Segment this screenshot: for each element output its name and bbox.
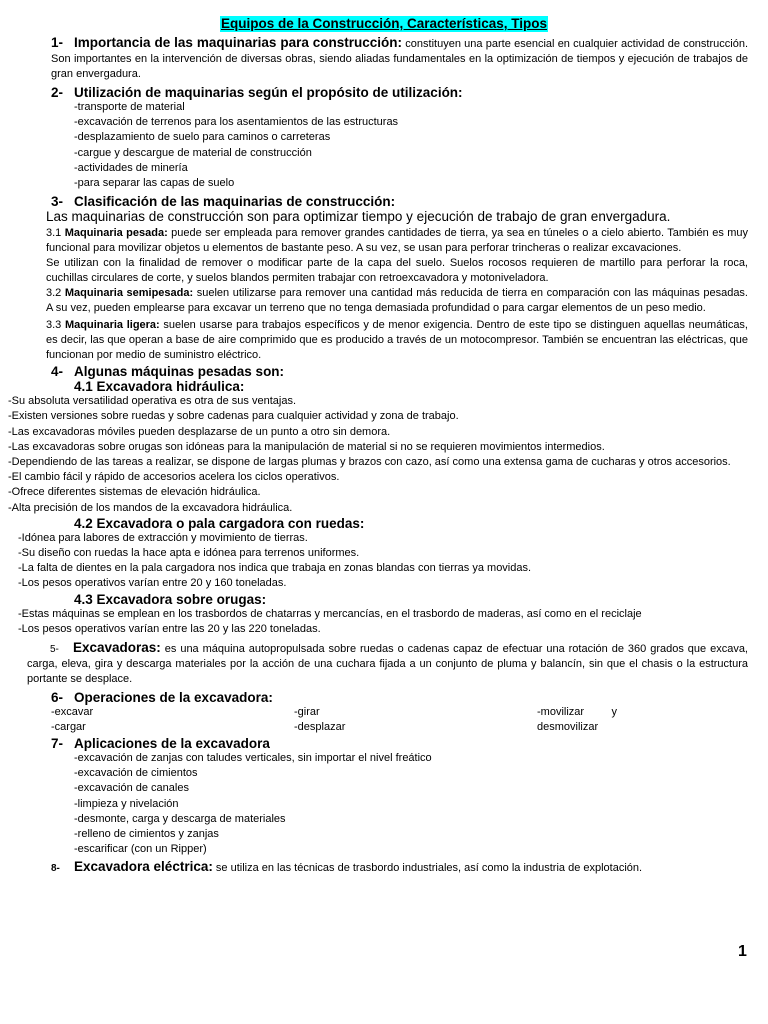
list-item: -desmonte, carga y descarga de materiales bbox=[74, 812, 286, 825]
operation-item: -movilizar y bbox=[537, 706, 618, 719]
section-6 bbox=[51, 690, 748, 735]
section-5 bbox=[27, 640, 748, 687]
list-item: -desplazamiento de suelo para caminos o carreteras bbox=[74, 131, 331, 144]
list-item: -Estas máquinas se emplean en los trasbordos de chatarras y mercancías, en el trasbordo de maderas, así como en el reciclaje bbox=[18, 607, 642, 620]
subsection-heading-4-3: 4.3 Excavadora sobre orugas: bbox=[74, 591, 267, 607]
section-intro: Las maquinarias de construcción son para optimizar tiempo y ejecución de trabajo de gran envergadura. bbox=[46, 209, 671, 225]
operation-item: -desplazar bbox=[294, 721, 346, 734]
paragraph-3-1b: Se utilizan con la finalidad de remover o modificar parte de la capa del suelo. Suelos rocosos requieren de martillo para perforar la roca, cuchillas circulares de corte, y suelos blandos permiten trabajar con retroexcavadora y motoniveladora. bbox=[46, 257, 748, 285]
section-1 bbox=[51, 35, 748, 82]
list-item: -Dependiendo de las tareas a realizar, se dispone de largas plumas y brazos con cazo, así como una extensa gama de cucharas y otros accesorios. bbox=[8, 456, 731, 469]
list-item: -Idónea para labores de extracción y movimiento de tierras. bbox=[18, 531, 308, 544]
list-item: -excavación de canales bbox=[74, 782, 189, 795]
list-item: -Su diseño con ruedas la hace apta e idónea para terrenos uniformes. bbox=[18, 547, 360, 560]
section-heading: Algunas máquinas pesadas son: bbox=[74, 364, 285, 380]
pala-cargadora-list bbox=[18, 531, 748, 592]
list-item: -Las excavadoras móviles pueden desplazarse de un punto a otro sin demora. bbox=[8, 425, 391, 438]
paragraph-3-2: 3.2 Maquinaria semipesada: suelen utilizarse para remover una cantidad más reducida de tierra en comparación con las máquinas pesadas. A su vez, pueden emplearse para excavar un terreno que no tenga demasiada profundidad o para cargar elementos de un peso medio. bbox=[46, 287, 748, 315]
list-item: -actividades de minería bbox=[74, 161, 188, 174]
section-number: 6- bbox=[51, 690, 64, 706]
operation-item: -girar bbox=[294, 706, 320, 719]
section-heading: Clasificación de las maquinarias de construcción: bbox=[74, 194, 396, 210]
section-heading: Importancia de las maquinarias para construcción: bbox=[74, 35, 403, 50]
paragraph-3-1: 3.1 Maquinaria pesada: puede ser empleada para remover grandes cantidades de tierra, ya sea en túneles o a cielo abierto. También es muy funcional para movilizar objetos u elementos de bastante peso. A su vez, se usan para perforar trincheras o realizar excavaciones. bbox=[46, 227, 748, 255]
section-number: 2- bbox=[51, 85, 64, 100]
section-heading: Operaciones de la excavadora: bbox=[74, 690, 273, 706]
list-item: -Las excavadoras sobre orugas son idóneas para la manipulación de material si no se requieren movimientos intermedios. bbox=[8, 440, 605, 453]
excavadora-hidraulica-list bbox=[8, 394, 748, 516]
list-item: -cargue y descargue de material de construcción bbox=[74, 146, 312, 159]
operation-item: -excavar bbox=[51, 706, 94, 719]
section-text: constituyen una parte esencial en cualquier actividad de construcción. Son importantes en la intervención de diversas obras, siendo aliadas fundamentales en la optimización de tiempos y ejecución de trabajos de gran envergadura. bbox=[51, 38, 748, 80]
section-number: 1- bbox=[51, 35, 64, 50]
section-text: se utiliza en las técnicas de trasbordo industriales, así como la industria de explotación. bbox=[212, 862, 643, 875]
section-heading: Excavadora eléctrica: bbox=[74, 859, 213, 875]
list-item: -Existen versiones sobre ruedas y sobre cadenas para cualquier actividad y zona de trabajo. bbox=[8, 410, 459, 423]
section-text: es una máquina autopropulsada sobre ruedas o cadenas capaz de efectuar una rotación de 360 grados que excava, carga, eleva, gira y descarga materiales por la acción de una cuchara fijada a un conjunto de pluma y balancín, sin que el chasis o la estructura portante se desplace. bbox=[27, 643, 748, 686]
applications-list bbox=[74, 751, 748, 857]
list-item: -escarificar (con un Ripper) bbox=[74, 843, 207, 856]
section-number: 8- bbox=[51, 863, 60, 875]
list-item: -La falta de dientes en la pala cargadora nos indica que trabaja en zonas blandas con tierras ya movidas. bbox=[18, 562, 532, 575]
list-item: -Los pesos operativos varían entre las 20 y las 220 toneladas. bbox=[18, 622, 321, 635]
subsection-heading-4-2: 4.2 Excavadora o pala cargadora con ruedas: bbox=[74, 515, 365, 531]
page-number: 1 bbox=[738, 943, 747, 960]
section-7 bbox=[51, 736, 748, 857]
document-title: Equipos de la Construcción, Características, Tipos bbox=[220, 16, 548, 31]
section-number: 5- bbox=[50, 644, 59, 656]
section-heading: Utilización de maquinarias según el propósito de utilización: bbox=[74, 85, 463, 100]
list-item: -relleno de cimientos y zanjas bbox=[74, 828, 219, 841]
list-item: -limpieza y nivelación bbox=[74, 797, 179, 810]
list-item: -Los pesos operativos varían entre 20 y 160 toneladas. bbox=[18, 577, 287, 590]
section-number: 3- bbox=[51, 194, 64, 210]
section-2 bbox=[51, 85, 748, 191]
section-8 bbox=[51, 859, 748, 876]
section-heading: Aplicaciones de la excavadora bbox=[74, 736, 270, 752]
list-item: -excavación de cimientos bbox=[74, 767, 198, 780]
usage-list bbox=[74, 100, 748, 191]
operation-item: -cargar bbox=[51, 721, 86, 734]
section-heading: Excavadoras: bbox=[73, 640, 161, 656]
list-item: -Alta precisión de los mandos de la excavadora hidráulica. bbox=[8, 501, 293, 514]
list-item: -transporte de material bbox=[74, 101, 185, 113]
section-number: 7- bbox=[51, 736, 64, 752]
subsection-heading-4-1: 4.1 Excavadora hidráulica: bbox=[74, 379, 245, 395]
list-item: -Su absoluta versatilidad operativa es otra de sus ventajas. bbox=[8, 395, 296, 408]
section-4 bbox=[8, 364, 748, 637]
list-item: -excavación de zanjas con taludes verticales, sin importar el nivel freático bbox=[74, 752, 432, 765]
excavadora-orugas-list bbox=[18, 607, 748, 637]
paragraph-3-3: 3.3 Maquinaria ligera: suelen usarse para trabajos específicos y de menor exigencia. Dentro de este tipo se distinguen aquellas neumáticas, es decir, las que operan a base de aire comprimido que es producido a través de un motocompresor. También se encuentran las eléctricas, que funcionan por medio de suministro eléctrico. bbox=[46, 319, 748, 362]
section-number: 4- bbox=[51, 364, 64, 380]
operations-grid bbox=[51, 705, 748, 735]
operation-item: desmovilizar bbox=[537, 721, 599, 734]
list-item: -El cambio fácil y rápido de accesorios acelera los ciclos operativos. bbox=[8, 471, 340, 484]
list-item: -excavación de terrenos para los asentamientos de las estructuras bbox=[74, 116, 399, 129]
list-item: -para separar las capas de suelo bbox=[74, 177, 235, 190]
section-3 bbox=[46, 194, 748, 363]
list-item: -Ofrece diferentes sistemas de elevación hidráulica. bbox=[8, 486, 261, 499]
